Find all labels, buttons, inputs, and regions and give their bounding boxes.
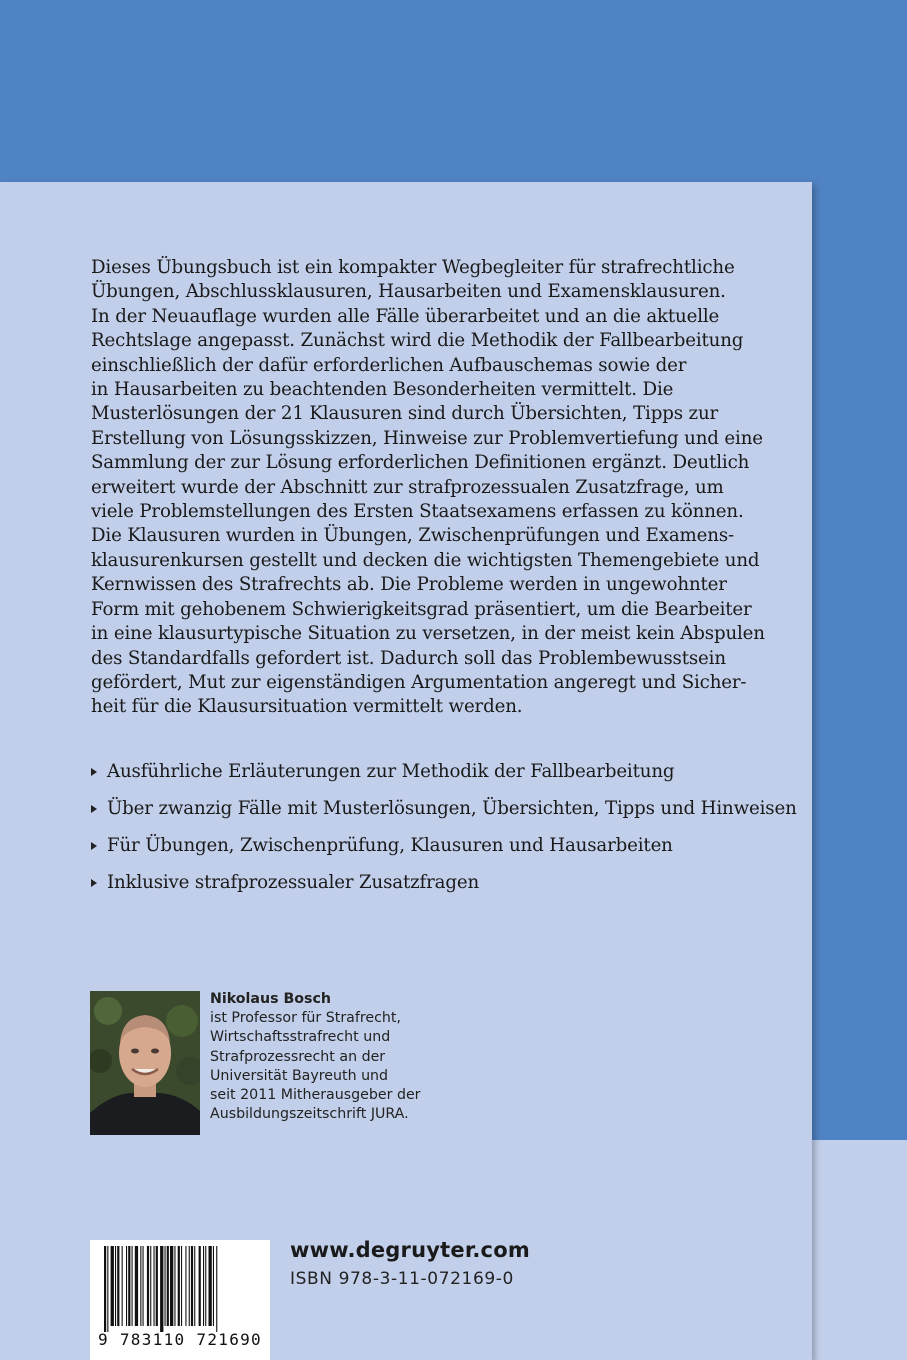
barcode-bar <box>170 1246 173 1326</box>
barcode-bar <box>140 1246 141 1326</box>
author-name: Nikolaus Bosch <box>210 991 331 1007</box>
blurb-line: Form mit gehobenem Schwierigkeitsgrad präsentiert, um die Bearbeiter <box>91 598 752 620</box>
barcode-bar <box>213 1246 214 1326</box>
barcode-icon <box>104 1246 258 1332</box>
barcode-bar <box>174 1246 175 1326</box>
feature-bullet-text: Über zwanzig Fälle mit Musterlösungen, Übersichten, Tipps und Hinweisen <box>107 797 797 819</box>
barcode-bar <box>111 1246 114 1326</box>
publisher-website: www.degruyter.com <box>290 1238 530 1262</box>
barcode-bar <box>181 1246 182 1326</box>
isbn-number: ISBN 978-3-11-072169-0 <box>290 1269 514 1289</box>
blurb-line: Dieses Übungsbuch ist ein kompakter Wegbegleiter für strafrechtliche <box>91 257 735 278</box>
barcode-bar <box>205 1246 206 1326</box>
feature-bullet-text: Für Übungen, Zwischenprüfung, Klausuren und Hausarbeiten <box>107 835 673 857</box>
barcode-bar <box>203 1246 204 1326</box>
author-portrait-icon <box>90 991 200 1135</box>
barcode-bar <box>150 1246 151 1326</box>
cover-edge-strip <box>812 1140 907 1360</box>
author-bio: ist Professor für Strafrecht, Wirtschaftsstrafrecht und Strafprozessrecht an der Universität Bayreuth und seit 2011 Mitherausgeber der Ausbildungszeitschrift JURA. <box>210 1010 421 1123</box>
triangle-bullet-icon <box>91 768 97 776</box>
feature-bullet <box>91 834 771 858</box>
blurb-line: des Standardfalls gefordert ist. Dadurch soll das Problembewusstsein <box>91 647 726 669</box>
blurb-line: Sammlung der zur Lösung erforderlichen Definitionen ergänzt. Deutlich <box>91 452 750 474</box>
barcode-bar <box>135 1246 138 1326</box>
blurb-line: Die Klausuren wurden in Übungen, Zwischenprüfungen und Examens- <box>91 525 734 547</box>
blurb-line: Kernwissen des Strafrechts ab. Die Probleme werden in ungewohnter <box>91 574 727 596</box>
feature-bullet-text: Inklusive strafprozessualer Zusatzfragen <box>107 872 480 894</box>
triangle-bullet-icon <box>91 879 97 887</box>
author-info <box>210 990 450 1124</box>
feature-bullet-list <box>91 759 797 908</box>
feature-bullet-text: Ausführliche Erläuterungen zur Methodik der Fallbearbeitung <box>107 760 675 782</box>
barcode-bar <box>104 1246 106 1332</box>
triangle-bullet-icon <box>91 805 97 813</box>
barcode-bar <box>165 1246 166 1326</box>
blurb-line: Rechtslage angepasst. Zunächst wird die Methodik der Fallbearbeitung <box>91 330 744 352</box>
blurb-line: erweitert wurde der Abschnitt zur strafprozessualen Zusatzfrage, um <box>91 476 724 498</box>
blurb-line: in Hausarbeiten zu beachtenden Besonderheiten vermittelt. Die <box>91 379 674 401</box>
barcode-bar <box>185 1246 186 1326</box>
barcode-bar <box>194 1246 195 1326</box>
barcode-bar <box>132 1246 133 1326</box>
blurb-line: gefördert, Mut zur eigenständigen Argumentation angeregt und Sicher- <box>91 671 747 693</box>
barcode-bar <box>115 1246 116 1326</box>
isbn-barcode <box>90 1240 270 1360</box>
barcode-bar <box>128 1246 130 1326</box>
feature-bullet <box>91 759 771 783</box>
triangle-bullet-icon <box>91 842 97 850</box>
blurb-line: Erstellung von Lösungsskizzen, Hinweise zur Problemvertiefung und eine <box>91 427 763 449</box>
blurb-line: einschließlich der dafür erforderlichen Aufbauschemas sowie der <box>91 354 687 376</box>
blurb-line: In der Neuauflage wurden alle Fälle überarbeitet und an die aktuelle <box>91 305 720 327</box>
author-photo <box>90 991 200 1135</box>
blurb-line: viele Problemstellungen des Ersten Staatsexamens erfassen zu können. <box>91 501 744 523</box>
barcode-bar <box>122 1246 123 1326</box>
barcode-bar <box>178 1246 180 1326</box>
barcode-bar <box>199 1246 201 1326</box>
blurb-line: klausurenkursen gestellt und decken die wichtigsten Themengebiete und <box>91 549 760 571</box>
barcode-bar <box>167 1246 169 1326</box>
blurb-line: in eine klausurtypische Situation zu versetzen, in der meist kein Abspulen <box>91 623 765 645</box>
barcode-bar <box>154 1246 155 1326</box>
feature-bullet <box>91 871 771 895</box>
barcode-bar <box>143 1246 144 1326</box>
book-blurb <box>91 256 765 720</box>
blurb-line: Musterlösungen der 21 Klausuren sind durch Übersichten, Tipps zur <box>91 403 719 425</box>
feature-bullet <box>91 796 797 820</box>
barcode-bar <box>126 1246 127 1326</box>
barcode-bar <box>160 1246 163 1332</box>
barcode-digits: 9 783110 721690 <box>98 1330 262 1349</box>
barcode-bar <box>216 1246 217 1332</box>
barcode-bar <box>191 1246 193 1326</box>
blurb-line: heit für die Klausursituation vermittelt werden. <box>91 696 523 718</box>
barcode-bar <box>156 1246 158 1326</box>
blurb-line: Übungen, Abschlussklausuren, Hausarbeiten und Examensklausuren. <box>91 281 726 303</box>
barcode-bar <box>117 1246 119 1326</box>
barcode-bar <box>209 1246 212 1326</box>
barcode-bar <box>107 1246 108 1332</box>
barcode-bar <box>189 1246 190 1326</box>
barcode-bar <box>147 1246 149 1326</box>
